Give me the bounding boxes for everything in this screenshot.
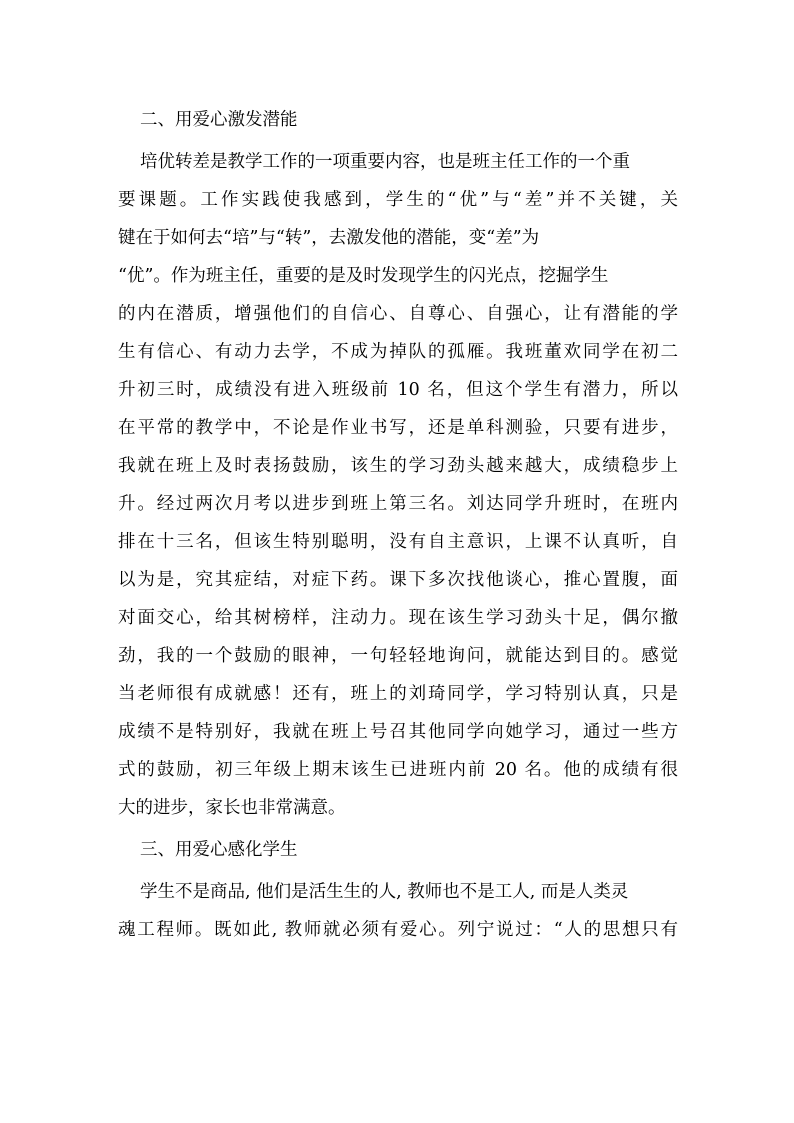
paragraph-line: 成绩不是特别好，我就在班上号召其他同学向她学习，通过一些方 <box>118 722 678 742</box>
paragraph-line: 要课题。工作实践使我感到，学生的“优”与“差”并不关键，关 <box>118 190 678 210</box>
paragraph-line: 键在于如何去“培”与“转”，去激发他的潜能，变“差”为 <box>118 228 540 248</box>
paragraph-line: 的内在潜质，增强他们的自信心、自尊心、自强心，让有潜能的学 <box>118 304 678 324</box>
paragraph-line: 魂工程师。既如此, 教师就必须有爱心。列宁说过：“人的思想只有 <box>118 920 678 940</box>
section-heading-2: 二、用爱心激发潜能 <box>140 110 298 130</box>
paragraph-line: 升。经过两次月考以进步到班上第三名。刘达同学升班时，在班内 <box>118 494 678 514</box>
paragraph-line: 我就在班上及时表扬鼓励，该生的学习劲头越来越大，成绩稳步上 <box>118 456 678 476</box>
paragraph-line: 对面交心，给其树榜样，注动力。现在该生学习劲头十足，偶尔撤 <box>118 608 678 628</box>
paragraph-line: 以为是，究其症结，对症下药。课下多次找他谈心，推心置腹，面 <box>118 570 678 590</box>
paragraph-line: 大的进步，家长也非常满意。 <box>118 798 346 818</box>
paragraph-line: 劲，我的一个鼓励的眼神，一句轻轻地询问，就能达到目的。感觉 <box>118 646 678 666</box>
paragraph-line: 排在十三名，但该生特别聪明，没有自主意识，上课不认真听，自 <box>118 532 678 552</box>
paragraph-line: “优”。作为班主任，重要的是及时发现学生的闪光点，挖掘学生 <box>118 266 609 286</box>
paragraph-line: 式的鼓励，初三年级上期末该生已进班内前 20 名。他的成绩有很 <box>118 760 678 780</box>
paragraph-line: 生有信心、有动力去学，不成为掉队的孤雁。我班董欢同学在初二 <box>118 342 678 362</box>
paragraph-line: 培优转差是教学工作的一项重要内容，也是班主任工作的一个重 <box>140 152 630 172</box>
section-heading-3: 三、用爱心感化学生 <box>140 840 298 860</box>
paragraph-line: 升初三时，成绩没有进入班级前 10 名，但这个学生有潜力，所以 <box>118 380 678 400</box>
paragraph-line: 学生不是商品, 他们是活生生的人, 教师也不是工人, 而是人类灵 <box>140 882 629 902</box>
paragraph-line: 在平常的教学中，不论是作业书写，还是单科测验，只要有进步， <box>118 418 678 438</box>
paragraph-line: 当老师很有成就感！还有，班上的刘琦同学，学习特别认真，只是 <box>118 684 678 704</box>
